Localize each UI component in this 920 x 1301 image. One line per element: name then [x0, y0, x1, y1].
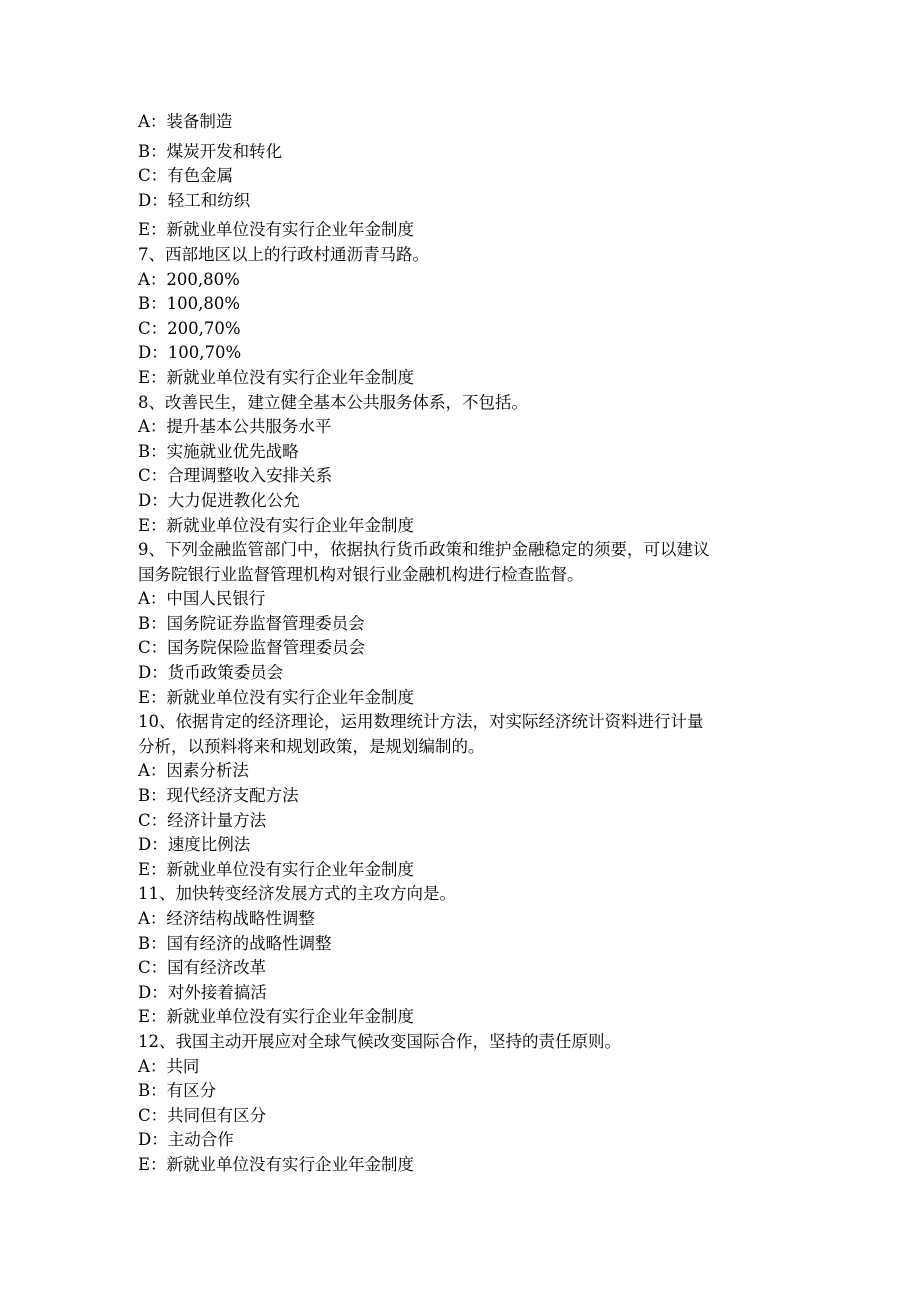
- question-stem-continued: 分析，以预料将来和规划政策，是规划编制的。: [138, 736, 485, 756]
- option-line: D：对外接着搞活: [138, 982, 267, 1002]
- question-12: [138, 1030, 788, 1178]
- option-line: C：共同但有区分: [138, 1105, 267, 1125]
- option-line: C：国有经济改革: [138, 958, 267, 978]
- option-line: D：大力促进教化公允: [138, 490, 300, 510]
- option-line: D：货币政策委员会: [138, 663, 284, 683]
- option-line: A：因素分析法: [138, 761, 249, 781]
- option-line: A：200,80%: [138, 269, 240, 289]
- option-line: A：提升基本公共服务水平: [138, 417, 332, 437]
- question-stem: 9、下列金融监管部门中，依据执行货币政策和维护金融稳定的须要，可以建议: [138, 540, 710, 560]
- leading-options: [138, 110, 788, 243]
- option-line: E：新就业单位没有实行企业年金制度: [138, 1007, 415, 1027]
- option-line: B：100,80%: [138, 294, 241, 314]
- option-line: B：现代经济支配方法: [138, 786, 299, 806]
- option-line: D：主动合作: [138, 1130, 234, 1150]
- option-line: E：新就业单位没有实行企业年金制度: [138, 687, 415, 707]
- question-9: [138, 538, 788, 710]
- option-line: D：轻工和纺织: [138, 190, 251, 210]
- option-line: E：新就业单位没有实行企业年金制度: [138, 515, 415, 535]
- document-page: [138, 110, 788, 1178]
- question-stem: 12、我国主动开展应对全球气候改变国际合作，坚持的责任原则。: [138, 1031, 621, 1051]
- option-line: B：有区分: [138, 1081, 217, 1101]
- option-line: A：共同: [138, 1056, 200, 1076]
- option-line: A：装备制造: [138, 112, 233, 131]
- option-line: A：经济结构战略性调整: [138, 909, 315, 928]
- question-stem: 7、西部地区以上的行政村通沥青马路。: [138, 244, 429, 264]
- option-line: C：有色金属: [138, 166, 234, 186]
- question-stem: 11、加快转变经济发展方式的主攻方向是。: [138, 884, 456, 904]
- option-line: B：国有经济的战略性调整: [138, 933, 332, 953]
- option-line: B：实施就业优先战略: [138, 441, 299, 461]
- question-stem: 8、改善民生，建立健全基本公共服务体系，不包括。: [138, 392, 528, 412]
- option-line: B：煤炭开发和转化: [138, 141, 283, 161]
- option-line: C：合理调整收入安排关系: [138, 466, 333, 486]
- question-8: [138, 391, 788, 539]
- option-line: E：新就业单位没有实行企业年金制度: [138, 1154, 415, 1174]
- option-line: B：国务院证券监督管理委员会: [138, 613, 365, 633]
- option-line: C：国务院保险监督管理委员会: [138, 638, 366, 658]
- question-11: [138, 882, 788, 1030]
- option-line: E：新就业单位没有实行企业年金制度: [138, 220, 415, 240]
- option-line: A：中国人民银行: [138, 589, 266, 609]
- question-stem: 10、依据肯定的经济理论，运用数理统计方法，对实际经济统计资料进行计量: [138, 712, 704, 732]
- option-line: D：速度比例法: [138, 835, 251, 855]
- option-line: D：100,70%: [138, 343, 242, 363]
- option-line: E：新就业单位没有实行企业年金制度: [138, 859, 415, 879]
- option-line: C：经济计量方法: [138, 810, 267, 830]
- question-10: [138, 710, 788, 882]
- option-line: C：200,70%: [138, 318, 241, 338]
- option-line: E：新就业单位没有实行企业年金制度: [138, 367, 415, 387]
- question-7: [138, 243, 788, 391]
- question-stem-continued: 国务院银行业监督管理机构对银行业金融机构进行检查监督。: [138, 564, 584, 584]
